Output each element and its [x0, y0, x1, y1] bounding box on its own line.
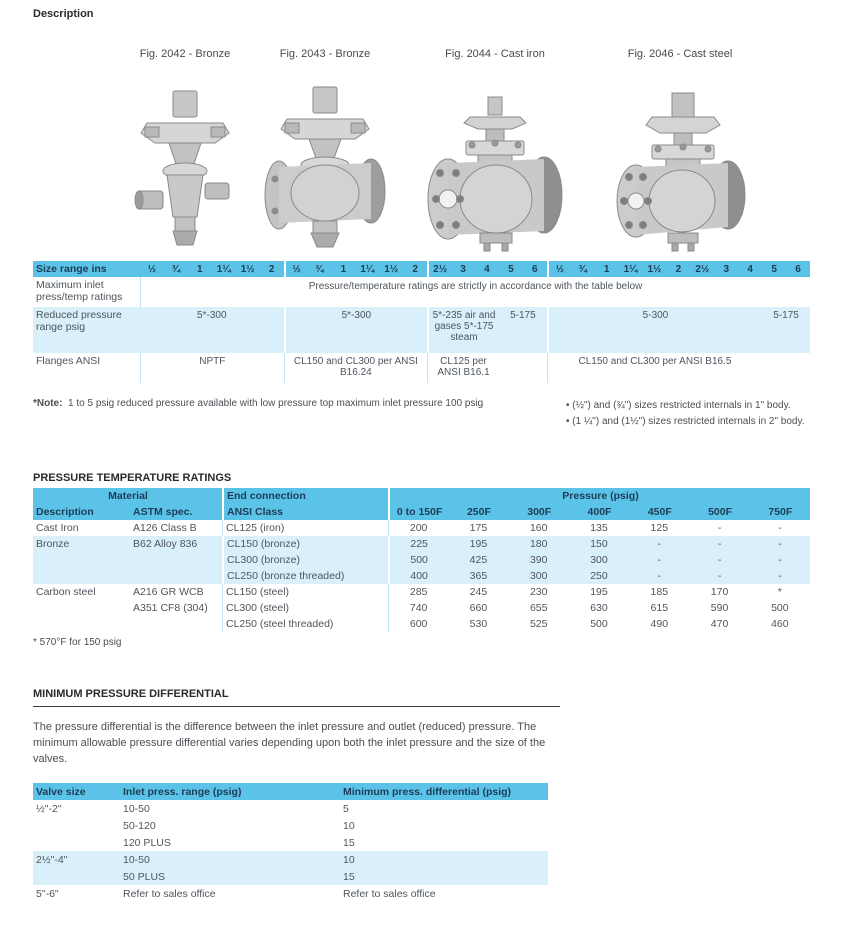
mpd-table [33, 783, 548, 902]
pt-row: CL250 (steel threaded) 600 530 525 500 490 470 460 [33, 616, 810, 632]
size-col: ½ [284, 261, 308, 277]
mpd-heading-rule [33, 706, 560, 707]
size-col: 3 [723, 264, 730, 275]
size-col: 4 [484, 264, 490, 275]
reduced-pressure-row [33, 307, 810, 353]
reduced-cell: 5-300 [547, 307, 762, 353]
reduced-cell: 5-175 [773, 310, 799, 321]
size-col: 2½ [427, 261, 451, 277]
size-range-table [33, 261, 810, 383]
max-inlet-label: Maximum inlet press/temp ratings [36, 279, 123, 303]
size-col: 2 [412, 264, 418, 275]
size-col: ¾ [578, 264, 587, 275]
mpd-row: 50-120 10 [123, 819, 355, 832]
flanges-cell [762, 353, 810, 383]
size-col: 5 [771, 264, 777, 275]
mpd-header-row [33, 783, 548, 800]
pt-header-temp: 750F [768, 506, 793, 518]
pt-row: Carbon steel A216 GR WCB CL150 (steel) 285 245 230 195 185 170 * [36, 586, 782, 598]
size-col: 1¼ [216, 264, 231, 275]
size-col: 2½ [695, 264, 710, 275]
size-col: 1¼ [360, 264, 375, 275]
description-heading: Description [33, 8, 94, 20]
mpd-heading: MINIMUM PRESSURE DIFFERENTIAL [33, 688, 229, 700]
valve-photo-icon [422, 95, 568, 255]
flanges-row [33, 353, 810, 383]
figure-2046 [605, 22, 755, 255]
reduced-cell: 5-175 [510, 310, 536, 321]
figure-2042-caption: Fig. 2042 - Bronze [139, 48, 231, 60]
mpd-row: 50 PLUS 15 [33, 868, 548, 885]
max-inlet-row [33, 277, 810, 307]
pt-ratings-heading: PRESSURE TEMPERATURE RATINGS [33, 472, 232, 484]
size-col: ¾ [315, 264, 324, 275]
max-inlet-value: Pressure/temperature ratings are strictly in accordance with the table below [140, 277, 810, 307]
size-col: 1¼ [623, 264, 638, 275]
size-col: 1 [340, 264, 347, 275]
note-bullets [566, 398, 826, 430]
size-col: 2 [268, 264, 275, 275]
reduced-cell: 5*-300 [197, 310, 227, 321]
size-col: 4 [747, 264, 753, 275]
flanges-label: Flanges ANSI [36, 355, 101, 367]
note-bullet: • (1 ¼") and (1½") sizes restricted internals in 2" body. [566, 416, 805, 427]
flanges-cell [499, 353, 547, 383]
figure-2043-caption: Fig. 2043 - Bronze [279, 48, 371, 60]
size-col: ¾ [171, 264, 181, 275]
mpd-row: 5"-6" Refer to sales office Refer to sales office [36, 887, 436, 900]
pt-row: CL300 (bronze) 500 425 390 300 - - - [33, 552, 810, 568]
mpd-header-min-diff: Minimum press. differential (psig) [343, 785, 512, 798]
size-col: 6 [532, 264, 538, 275]
reduced-cell: 5*-235 air and gases 5*-175 steam [427, 307, 499, 353]
size-col: 1½ [384, 264, 399, 275]
pt-footnote: * 570°F for 150 psig [33, 637, 122, 648]
valve-photo-icon [610, 91, 750, 255]
figures-row [33, 22, 853, 255]
flanges-cell: NPTF [140, 353, 284, 383]
figure-2046-caption: Fig. 2046 - Cast steel [627, 48, 733, 60]
note-text [33, 398, 553, 430]
pt-header-end-connection: End connection [222, 488, 388, 504]
valve-photo-icon [261, 83, 389, 255]
valve-photo-icon [133, 87, 237, 255]
pt-row: A351 CF8 (304) CL300 (steel) 740 660 655 630 615 590 500 [133, 602, 789, 614]
note-body: 1 to 5 psig reduced pressure available with low pressure top maximum inlet pressure 100 psig [68, 398, 484, 409]
mpd-row: 120 PLUS 15 [123, 836, 355, 849]
flanges-cell: CL150 and CL300 per ANSI B16.5 [547, 353, 762, 383]
pt-header-description: Description [36, 506, 94, 518]
size-range-header-row [33, 261, 810, 277]
pt-header-temp: 250F [466, 506, 491, 518]
pt-header-row-2 [33, 504, 810, 520]
size-col: 1 [197, 264, 203, 275]
size-col: ½ [147, 264, 157, 275]
note-bullet: • (½") and (¾") sizes restricted internals in 1" body. [566, 400, 791, 411]
size-col: 3 [460, 264, 466, 275]
flanges-cell: CL150 and CL300 per ANSI B16.24 [284, 353, 428, 383]
size-col: 1½ [240, 264, 255, 275]
size-col: 5 [508, 264, 514, 275]
pt-header-temp: 400F [587, 506, 612, 518]
size-col: 2 [675, 264, 682, 275]
pt-header-material: Material [108, 490, 148, 502]
mpd-row: 2½"-4" 10-50 10 [33, 851, 548, 868]
size-col: 1 [603, 264, 610, 275]
pt-ratings-table [33, 488, 810, 632]
mpd-row: ½"-2" 10-50 5 [36, 802, 349, 815]
pt-row: CL250 (bronze threaded) 400 365 300 250 - - - [33, 568, 810, 584]
reduced-pressure-label: Reduced pressure range psig [36, 309, 122, 333]
pt-header-ansi-class: ANSI Class [222, 504, 388, 520]
pt-row: Bronze B62 Alloy 836 CL150 (bronze) 225 195 180 150 - - - [33, 536, 810, 552]
figure-2042 [110, 22, 260, 255]
note-label: *Note: [33, 398, 63, 409]
pt-header-temp: 500F [708, 506, 733, 518]
pt-header-temp: 450F [647, 506, 672, 518]
size-col: 6 [795, 264, 801, 275]
pt-header-astm: ASTM spec. [133, 506, 193, 518]
size-col: ½ [547, 261, 571, 277]
pt-header-temp: 300F [527, 506, 552, 518]
figure-2044 [420, 22, 570, 255]
mpd-header-inlet-range: Inlet press. range (psig) [123, 785, 242, 798]
figure-2043 [250, 22, 400, 255]
figure-2044-caption: Fig. 2044 - Cast iron [445, 48, 545, 60]
mpd-paragraph: The pressure differential is the difference between the inlet pressure and outlet (reduced) pressure. The minimum allowable pressure differential varies depending upon both the inlet pressure and the size of the valves. [33, 721, 546, 765]
pt-header-temp: 0 to 150F [388, 504, 448, 520]
note-row [33, 398, 853, 430]
reduced-cell: 5*-300 [284, 307, 428, 353]
size-range-header-label: Size range ins [36, 263, 107, 275]
flanges-cell: CL125 per ANSI B16.1 [427, 353, 499, 383]
pt-row: Cast Iron A126 Class B CL125 (iron) 200 175 160 135 125 - - [36, 522, 782, 534]
pt-header-row-1 [33, 488, 810, 504]
size-col: 1½ [647, 264, 662, 275]
mpd-header-valve-size: Valve size [36, 785, 86, 798]
pt-header-pressure: Pressure (psig) [388, 488, 810, 504]
